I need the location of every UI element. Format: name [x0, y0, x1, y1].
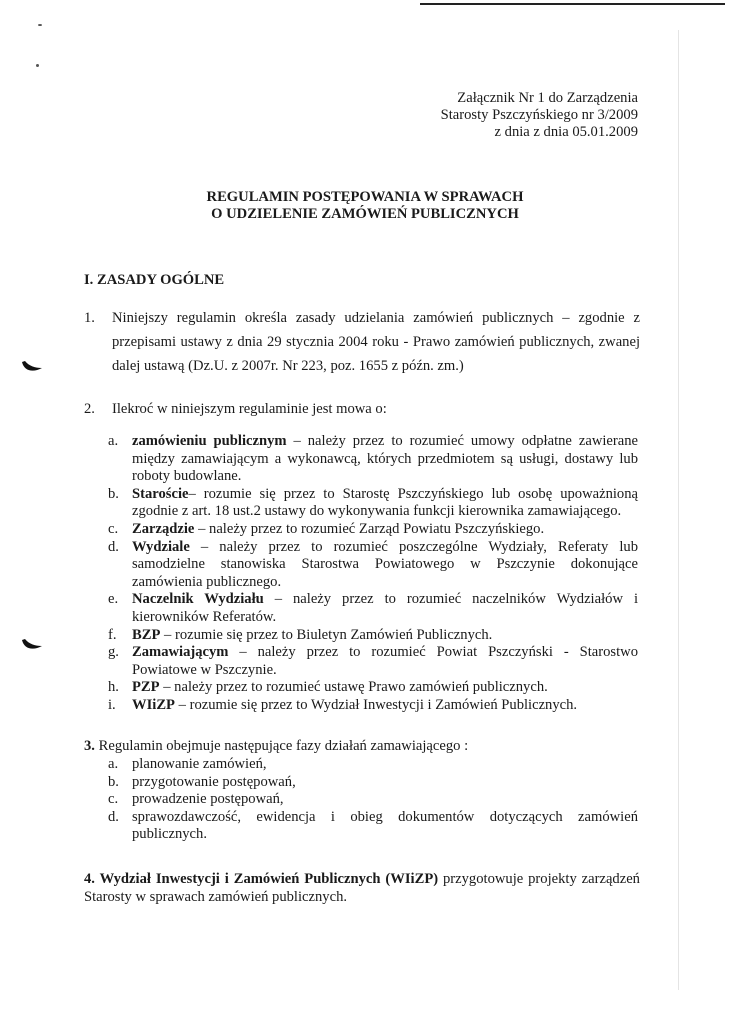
annex-header — [441, 90, 638, 141]
scan-speck — [38, 24, 42, 26]
paragraph-text: przygotowuje projekty zarządzeń Starosty w sprawach zamówień publicznych. — [84, 871, 640, 905]
list-marker: f. — [108, 626, 117, 643]
list-marker: c. — [108, 520, 119, 537]
definition-term: Zamawiającym — [132, 644, 229, 661]
paragraph-number: 3. — [84, 738, 95, 754]
title-line-2: O UDZIELENIE ZAMÓWIEŃ PUBLICZNYCH — [211, 206, 519, 222]
list-marker: b. — [108, 485, 119, 502]
definition-text: – należy przez to rozumieć Powiat Pszczyński - Starostwo Powiatowe w Pszczynie. — [132, 644, 638, 678]
paragraph-text: Regulamin obejmuje następujące fazy działań zamawiającego : — [94, 738, 469, 754]
definition-item — [108, 591, 638, 626]
list-marker: a. — [108, 756, 119, 772]
definition-text: – należy przez to rozumieć naczelników Wydziałów i kierowników Referatów. — [132, 591, 638, 625]
list-marker: e. — [108, 591, 119, 608]
definition-item — [108, 486, 638, 521]
phase-text: sprawozdawczość, ewidencja i obieg dokumentów dotyczących zamówień publicznych. — [132, 808, 638, 843]
paragraph-text: Ilekroć w niniejszym regulaminie jest mowa o: — [112, 401, 387, 417]
list-marker: a. — [108, 433, 119, 449]
definition-item — [108, 433, 638, 486]
definition-term: zamówieniu publicznym — [132, 433, 287, 449]
phase-item — [108, 756, 638, 774]
definition-text: – należy przez to rozumieć poszczególne Wydziały, Referaty lub samodzielne stanowiska Starostwa Powiatowego w Pszczynie dokonujące zamówienia publicznego. — [132, 538, 638, 590]
list-marker: h. — [108, 679, 119, 696]
annex-line-3: z dnia z dnia 05.01.2009 — [494, 124, 638, 140]
paragraph-4 — [84, 871, 640, 906]
definition-item — [108, 679, 638, 697]
definition-text: – należy przez to rozumieć Zarząd Powiatu Pszczyńskiego. — [194, 520, 545, 537]
definition-term: Zarządzie — [132, 520, 195, 537]
definition-text: – rozumie się przez to Starostę Pszczyńskiego lub osobę upoważnioną zgodnie z art. 18 ust.2 ustawy do wykonywania funkcji kierownika zamawiającego. — [132, 485, 638, 520]
paragraph-text: Niniejszy regulamin określa zasady udzielania zamówień publicznych – zgodnie z przepisami ustawy z dnia 29 stycznia 2004 roku - Prawo zamówień publicznych, zwanej dalej ustawą (Dz.U. z 2007r. Nr 223, poz. 1655 z późn. zm.) — [112, 310, 640, 374]
binder-hole-mark-icon — [21, 360, 43, 374]
phase-text: przygotowanie postępowań, — [132, 773, 296, 790]
phase-item — [108, 809, 638, 844]
definition-term: Naczelnik Wydziału — [132, 591, 264, 608]
paragraph-3 — [84, 738, 640, 755]
list-marker: d. — [108, 808, 119, 825]
definitions-list — [108, 433, 638, 715]
list-marker: i. — [108, 696, 116, 713]
title-line-1: REGULAMIN POSTĘPOWANIA W SPRAWACH — [206, 189, 524, 205]
annex-line-1: Załącznik Nr 1 do Zarządzenia — [457, 90, 638, 106]
annex-line-2: Starosty Pszczyńskiego nr 3/2009 — [440, 107, 638, 123]
definition-text: – rozumie się przez to Wydział Inwestycji i Zamówień Publicznych. — [174, 696, 578, 713]
phase-item — [108, 791, 638, 809]
definition-text: – należy przez to rozumieć ustawę Prawo zamówień publicznych. — [159, 679, 548, 696]
definition-item — [108, 644, 638, 679]
document-title — [0, 189, 730, 223]
paragraph-lead: 4. Wydział Inwestycji i Zamówień Publicznych (WIiZP) — [84, 871, 439, 887]
definition-text: – rozumie się przez to Biuletyn Zamówień Publicznych. — [160, 626, 493, 643]
list-marker: d. — [108, 538, 119, 555]
phases-list — [108, 756, 638, 844]
phase-text: prowadzenie postępowań, — [132, 791, 284, 808]
definition-item — [108, 521, 638, 539]
phase-text: planowanie zamówień, — [132, 756, 267, 772]
definition-item — [108, 697, 638, 715]
definition-term: WIiZP — [132, 696, 175, 713]
list-marker: c. — [108, 791, 119, 808]
scan-edge-line — [678, 30, 679, 990]
paragraph-number: 1. — [84, 310, 95, 326]
definition-term: Wydziale — [132, 538, 190, 555]
list-marker: b. — [108, 773, 119, 790]
paragraph-2 — [84, 401, 640, 418]
scan-top-rule — [420, 3, 725, 5]
definition-text: – należy przez to rozumieć umowy odpłatne zawierane między zamawiającym a wykonawcą, których przedmiotem są usługi, dostawy lub roboty budowlane. — [132, 433, 638, 485]
phase-item — [108, 774, 638, 792]
list-marker: g. — [108, 644, 119, 661]
definition-term: Staroście — [132, 485, 189, 502]
definition-item — [108, 539, 638, 592]
section-heading: I. ZASADY OGÓLNE — [84, 272, 225, 288]
definition-term: BZP — [132, 626, 161, 643]
definition-item — [108, 627, 638, 645]
scan-speck — [36, 64, 39, 67]
definition-term: PZP — [132, 679, 160, 696]
paragraph-1 — [84, 306, 640, 378]
binder-hole-mark-icon — [21, 638, 43, 652]
paragraph-number: 2. — [84, 401, 95, 417]
